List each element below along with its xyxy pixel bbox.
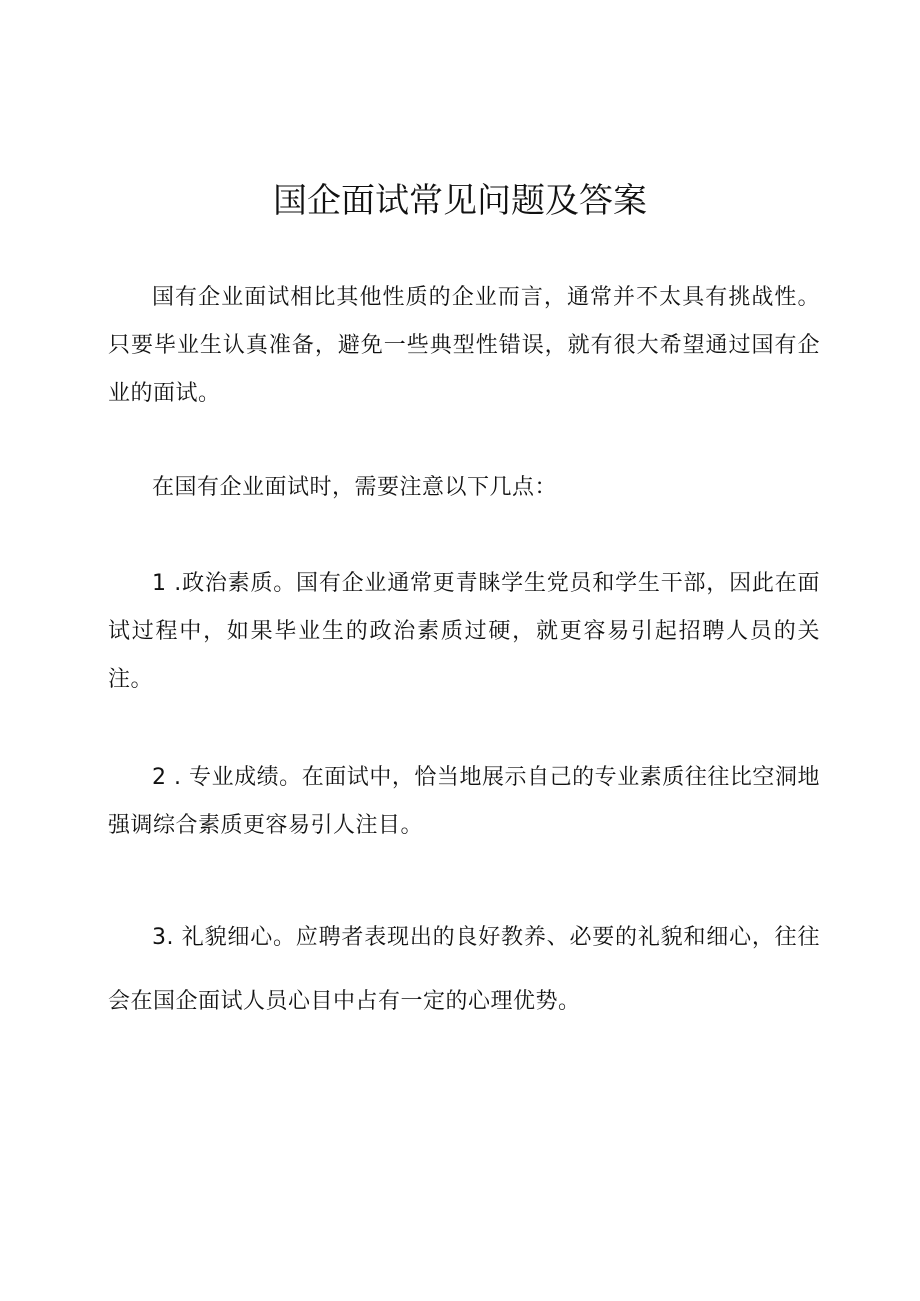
- list-item-courtesy: 3. 礼貌细心。应聘者表现出的良好教养、必要的礼貌和细心，往往会在国企面试人员心目中占有一定的心理优势。: [108, 925, 820, 1014]
- paragraph-intro: 国有企业面试相比其他性质的企业而言，通常并不太具有挑战性。只要毕业生认真准备，避免一些典型性错误，就有很大希望通过国有企业的面试。: [108, 285, 820, 406]
- list-item-political-quality: 1 .政治素质。国有企业通常更青睐学生党员和学生干部，因此在面试过程中，如果毕业生的政治素质过硬，就更容易引起招聘人员的关注。: [108, 571, 820, 692]
- paragraph-notice: 在国有企业面试时，需要注意以下几点：: [152, 475, 558, 500]
- document-title: 国企面试常见问题及答案: [273, 181, 647, 221]
- list-item-professional-results: 2 . 专业成绩。在面试中，恰当地展示自己的专业素质往往比空洞地强调综合素质更容易引人注目。: [108, 765, 820, 838]
